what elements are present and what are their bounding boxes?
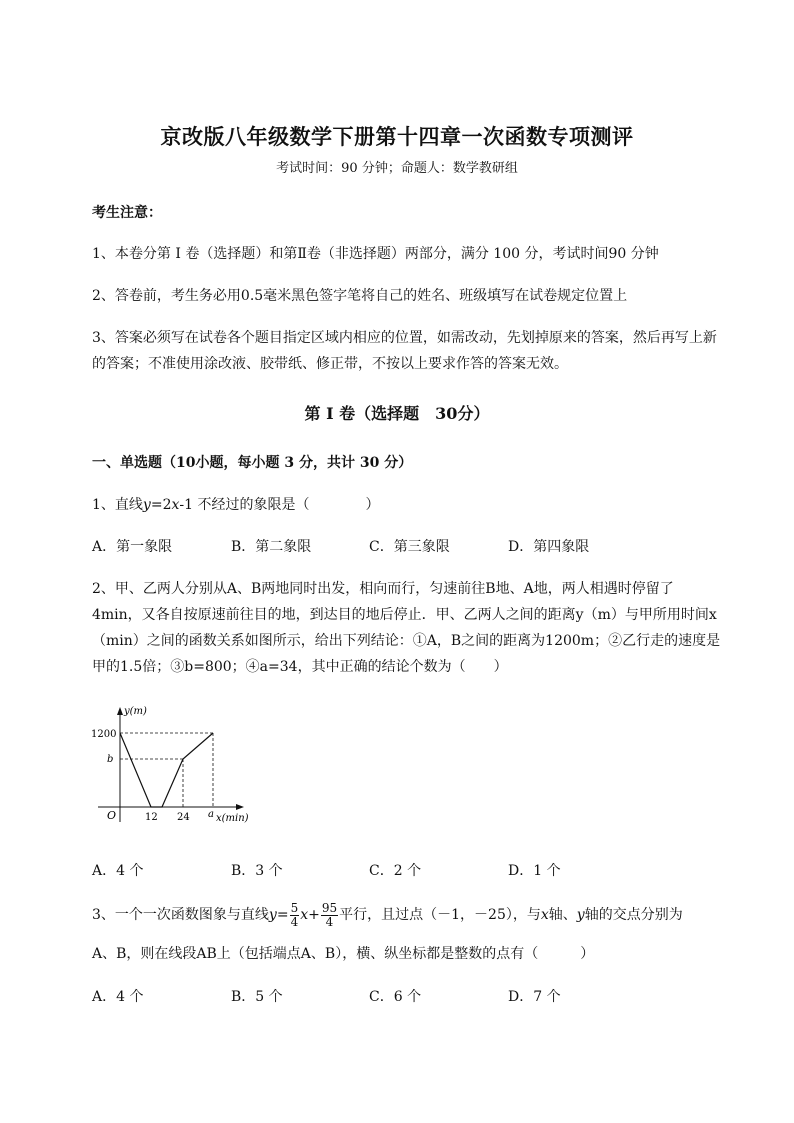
question-2-line-2: 4min，又各自按原速前往目的地，到达目的地后停止．甲、乙两人之间的距离y（m）与甲所用时间x [92,607,717,623]
q3-mid2: 轴、 [548,907,577,923]
exam-info: 考试时间：90 分钟；命题人：数学教研组 [276,161,518,176]
q3-y-axis: y [576,907,585,923]
x-tick-a: a [208,809,214,820]
question-2-line-4: 甲的1.5倍；③b=800；④a=34，其中正确的结论个数为（ ） [92,659,508,675]
q2-option-c[interactable]: C．2 个 [369,863,422,879]
q3-mid: 平行，且过点（－1，－25），与 [339,907,541,923]
question-1-stem [92,494,379,514]
y-axis-label: y(m) [124,706,147,717]
q3-eq-equals: = [276,907,289,923]
q3-frac2-den: 4 [325,914,334,929]
section-title: 第 I 卷（选择题 30分） [304,404,490,423]
q3-option-a[interactable]: A．4 个 [92,989,144,1005]
q1-option-b[interactable]: B．第二象限 [231,539,312,555]
notice-item-3: 3、答案必须写在试卷各个题目指定区域内相应的位置，如需改动，先划掉原来的答案，然后再写上新 [92,330,717,346]
q1-option-a[interactable]: A．第一象限 [92,539,173,555]
page-title: 京改版八年级数学下册第十四章一次函数专项测评 [160,124,634,149]
question-2-line-1: 2、甲、乙两人分别从A、B两地同时出发，相向而行，匀速前往B地、A地，两人相遇时停留了 [92,581,674,597]
q1-option-d[interactable]: D．第四象限 [508,539,590,555]
q3-frac2-num: 95 [321,900,338,915]
q2-option-a[interactable]: A．4 个 [92,863,144,879]
y-tick-b: b [107,754,114,765]
x-tick-12: 12 [145,812,158,823]
function-polyline [120,733,213,807]
x-tick-24: 24 [177,812,190,823]
notice-item-3-cont: 的答案；不准使用涂改液、胶带纸、修正带，不按以上要求作答的答案无效。 [92,356,568,372]
x-axis-arrow [236,804,244,810]
q2-option-b[interactable]: B．3 个 [231,863,283,879]
q1-eq-mid: =2 [150,497,172,513]
origin-label: O [107,809,117,822]
q3-option-d[interactable]: D．7 个 [508,989,561,1005]
q1-option-c[interactable]: C．第三象限 [369,539,450,555]
q3-eq-x: x [300,907,309,923]
question-2-line-3: （min）之间的函数关系如图所示，给出下列结论：①A，B之间的距离为1200m；②乙行走的速度是 [92,633,721,649]
q1-eq-y: y [142,497,151,513]
q3-fraction-5-4 [290,902,300,929]
q1-eq-x: x [171,497,180,513]
q3-option-b[interactable]: B．5 个 [231,989,283,1005]
y-axis-arrow [117,707,123,715]
q3-frac1-den: 4 [290,914,299,929]
notice-item-1: 1、本卷分第 I 卷（选择题）和第Ⅱ卷（非选择题）两部分，满分 100 分，考试时间90 分钟 [92,246,659,262]
question-3-line-1 [92,900,683,930]
distance-time-graph [90,700,260,830]
q3-eq-y: y [268,907,277,923]
question-3-line-2: A、B，则在线段AB上（包括端点A、B），横、纵坐标都是整数的点有（ ） [92,946,595,962]
q3-x-axis: x [540,907,549,923]
part-heading: 一、单选题（10小题，每小题 3 分，共计 30 分） [92,455,413,471]
y-tick-1200: 1200 [91,729,117,740]
notice-heading: 考生注意： [92,205,162,221]
q3-eq-plus: + [308,907,320,923]
q3-frac1-num: 5 [290,900,299,915]
x-axis-label: x(min) [216,813,249,824]
notice-item-2: 2、答卷前，考生务必用0.5毫米黑色签字笔将自己的姓名、班级填写在试卷规定位置上 [92,288,628,304]
q2-option-d[interactable]: D．1 个 [508,863,561,879]
q3-fraction-95-4 [321,902,338,929]
q1-eq-tail: -1 不经过的象限是（ ） [179,497,380,513]
q3-prefix: 3、一个一次函数图象与直线 [92,907,269,923]
q1-prefix: 1、直线 [92,497,143,513]
q3-option-c[interactable]: C．6 个 [369,989,422,1005]
q3-tail: 轴的交点分别为 [584,907,683,923]
